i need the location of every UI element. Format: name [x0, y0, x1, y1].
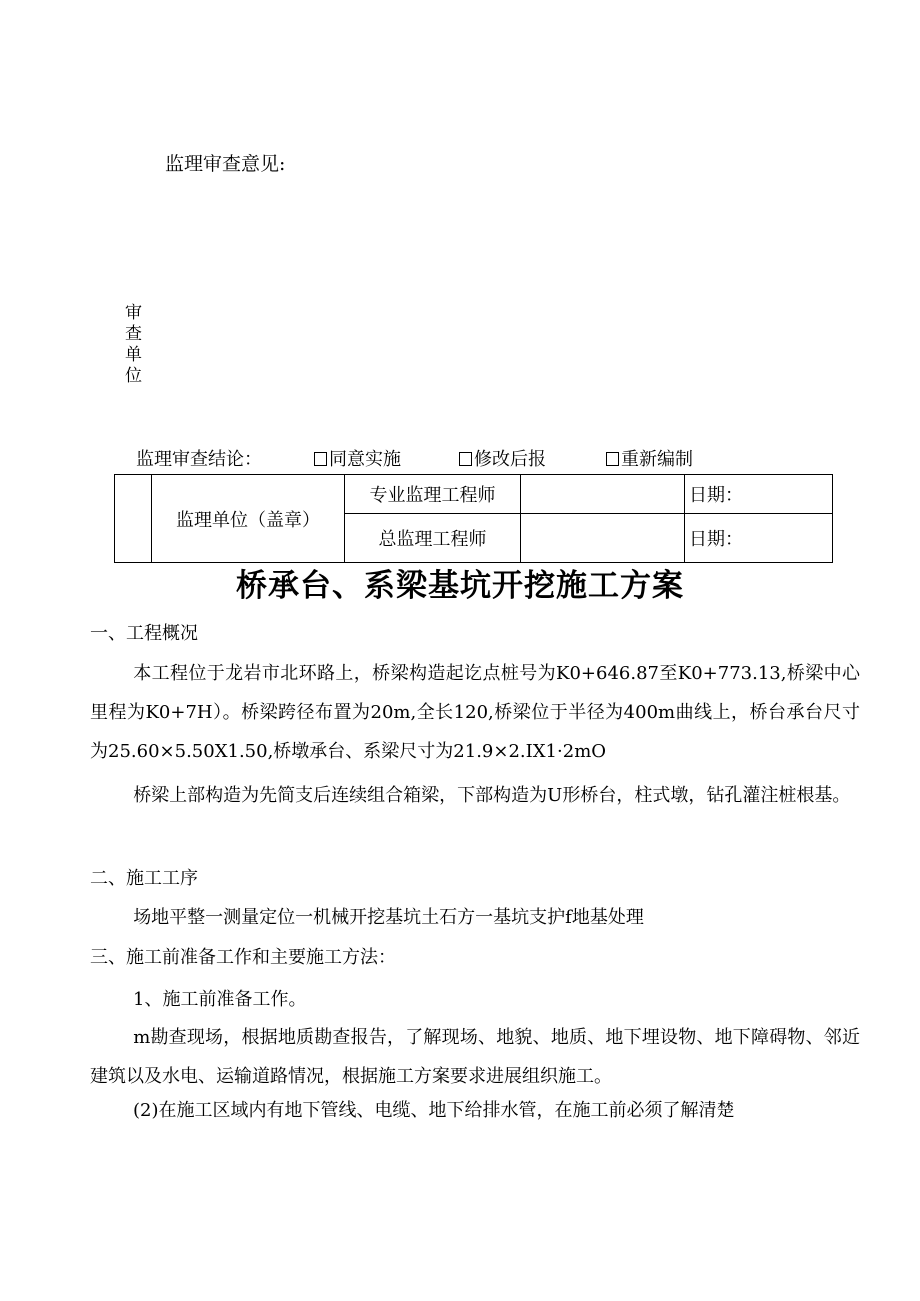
role-cell: 总监理工程师 — [345, 514, 521, 563]
subheading: 1、施工前准备工作。 — [133, 989, 307, 1010]
review-conclusion-row — [136, 449, 693, 471]
paragraph: 场地平整一测量定位一机械开挖基坑土石方一基坑支护f地基处理 — [133, 907, 644, 928]
option-revise[interactable]: 修改后报 — [459, 449, 546, 471]
paragraph: m勘查现场，根据地质勘查报告，了解现场、地貌、地质、地下埋设物、地下障碍物、邻近建筑以及水电、运输道路情况，根据施工方案要求进展组织施工。 — [90, 1027, 860, 1087]
table-row — [115, 475, 833, 514]
blank-cell — [115, 475, 152, 563]
section-heading: 二、施工工序 — [90, 868, 198, 889]
document-title: 桥承台、系梁基坑开挖施工方案 — [236, 568, 684, 604]
date-cell[interactable]: 日期： — [685, 514, 833, 563]
checkbox-icon[interactable] — [606, 452, 619, 466]
signature-table — [114, 474, 833, 563]
option-recompile[interactable]: 重新编制 — [606, 449, 693, 471]
paragraph: (2)在施工区域内有地下管线、电缆、地下给排水管，在施工前必须了解清楚 — [133, 1100, 735, 1121]
paragraph: 桥梁上部构造为先简支后连续组合箱梁，下部构造为U形桥台，柱式墩，钻孔灌注桩根基。 — [133, 785, 851, 806]
role-cell: 专业监理工程师 — [345, 475, 521, 514]
section-heading: 一、工程概况 — [90, 623, 198, 644]
date-cell[interactable]: 日期： — [685, 475, 833, 514]
review-unit-char: 单 — [125, 345, 142, 365]
review-unit-vertical-label — [125, 303, 142, 387]
review-opinion-label: 监理审查意见: — [165, 153, 286, 175]
supervision-unit-cell: 监理单位（盖章） — [152, 475, 345, 563]
review-unit-char: 位 — [125, 366, 142, 386]
checkbox-icon[interactable] — [314, 452, 327, 466]
review-unit-char: 审 — [125, 303, 142, 323]
review-conclusion-label: 监理审查结论： — [136, 449, 262, 470]
signature-field[interactable] — [521, 514, 685, 563]
checkbox-icon[interactable] — [459, 452, 472, 466]
signature-field[interactable] — [521, 475, 685, 514]
paragraph: 本工程位于龙岩市北环路上，桥梁构造起讫点桩号为K0+646.87至K0+773.13,桥梁中心里程为K0+7H）。桥梁跨径布置为20m,全长120,桥梁位于半径为400m曲线上，桥台承台尺寸为25.60×5.50X1.50,桥墩承台、系梁尺寸为21.9×2.IX1·2mO — [90, 663, 860, 762]
review-unit-char: 查 — [125, 324, 142, 344]
option-approve[interactable]: 同意实施 — [314, 449, 401, 471]
section-heading: 三、施工前准备工作和主要施工方法： — [90, 947, 396, 968]
